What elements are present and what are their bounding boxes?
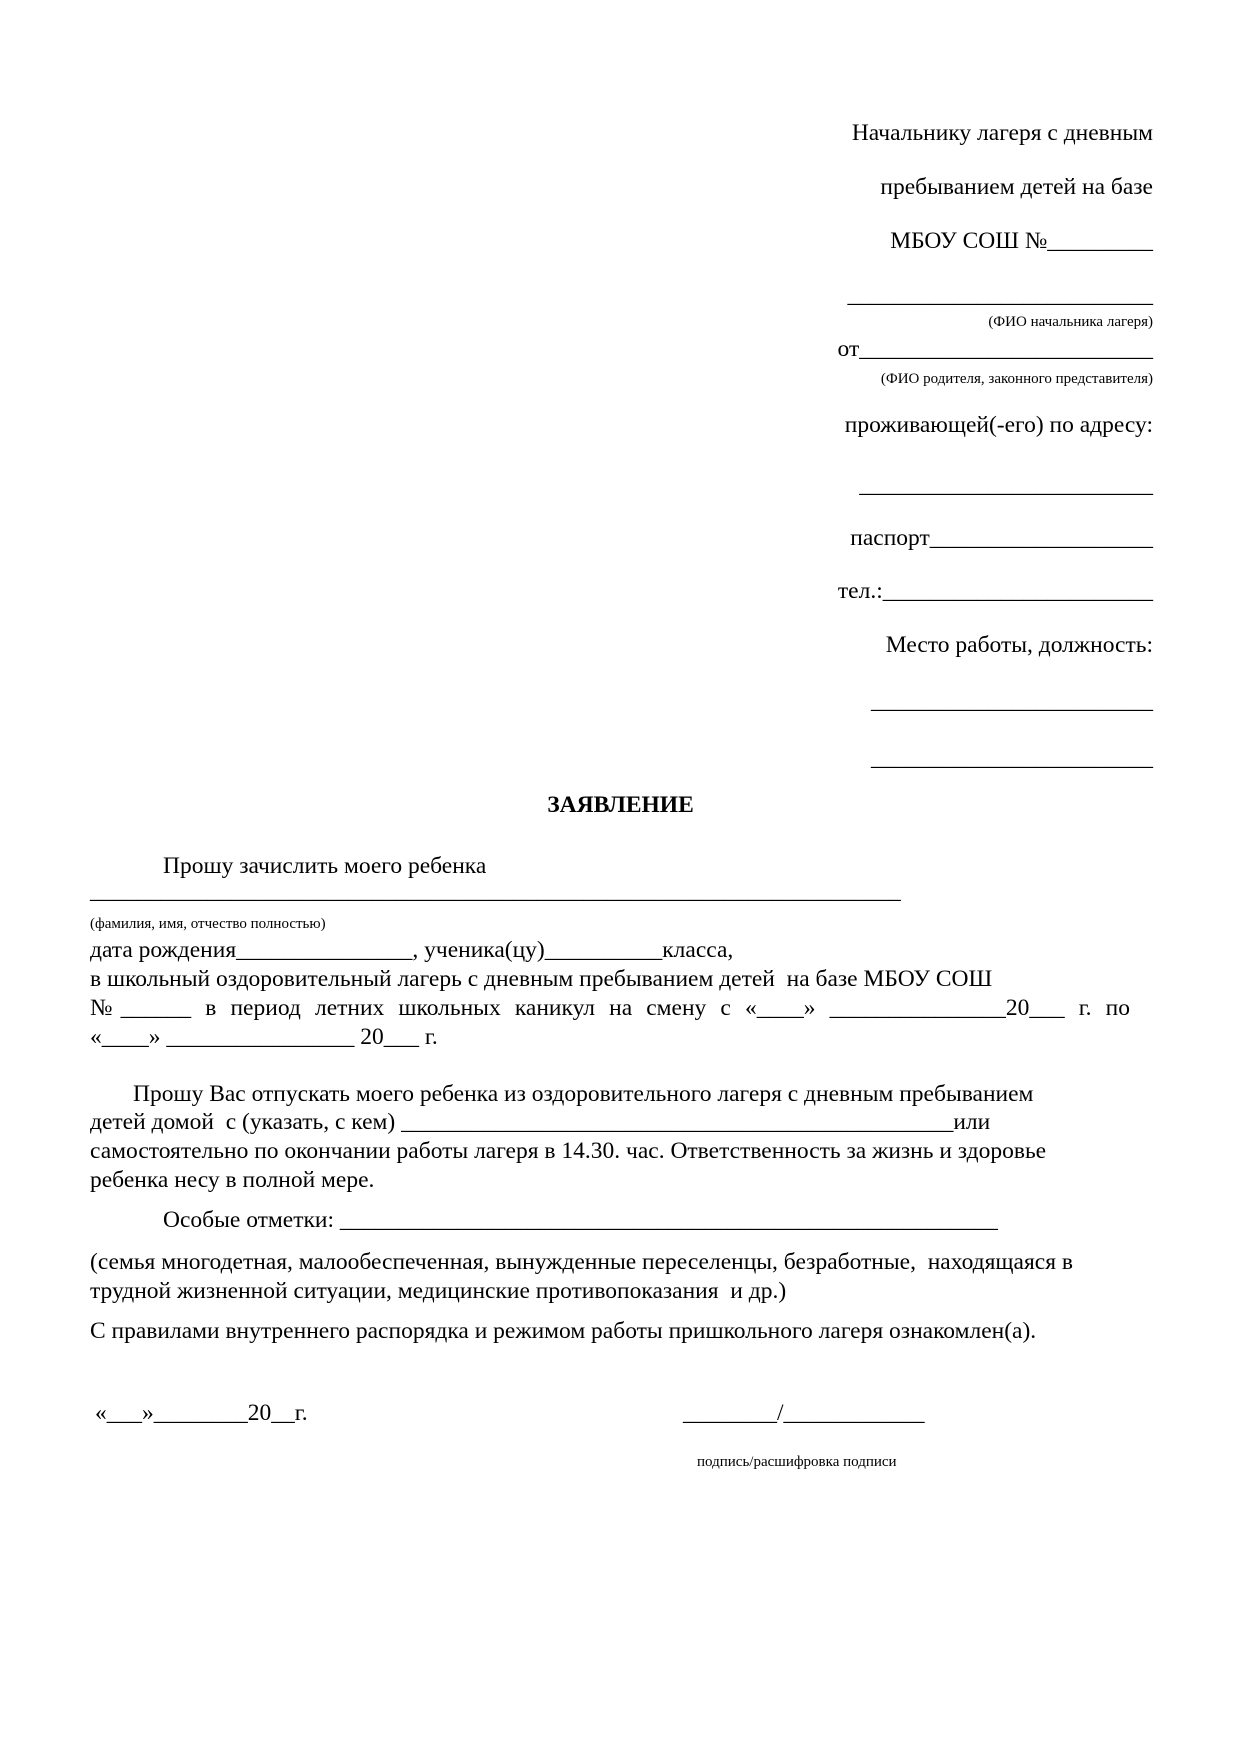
period-line[interactable]: №______ в период летних школьных каникул на смену с «____» _______________20___ г. по: [90, 995, 1130, 1021]
phone-field[interactable]: тел.:_______________________: [837, 578, 1153, 604]
child-name-field[interactable]: _____________________________________________________________________: [90, 878, 901, 904]
camp-line: в школьный оздоровительный лагерь с дневным пребыванием детей на базе МБОУ СОШ: [90, 966, 993, 992]
special-notes-hint-2: трудной жизненной ситуации, медицинские противопоказания и др.): [90, 1278, 787, 1304]
signature-caption: подпись/расшифровка подписи: [697, 1454, 897, 1470]
school-number-field[interactable]: МБОУ СОШ №_________: [890, 228, 1153, 254]
camp-head-name-field[interactable]: __________________________: [847, 282, 1153, 308]
addressee-line-2: пребыванием детей на базе: [880, 174, 1153, 200]
birth-date-class-line[interactable]: дата рождения_______________, ученика(цу)__________класса,: [90, 937, 734, 963]
rules-acknowledgement: С правилами внутреннего распорядка и режимом работы пришкольного лагеря ознакомлен(а).: [90, 1318, 1037, 1344]
parent-name-caption: (ФИО родителя, законного представителя): [880, 371, 1153, 387]
passport-field[interactable]: паспорт___________________: [850, 525, 1153, 551]
request-intro: Прошу зачислить моего ребенка: [163, 853, 487, 879]
special-notes-hint-1: (семья многодетная, малообеспеченная, вынужденные переселенцы, безработные, находящаяся в: [90, 1249, 1073, 1275]
special-notes-field[interactable]: Особые отметки: ________________________________________________________: [163, 1207, 998, 1233]
camp-head-name-caption: (ФИО начальника лагеря): [988, 314, 1153, 330]
workplace-field-2[interactable]: ________________________: [871, 745, 1153, 771]
workplace-field-1[interactable]: ________________________: [871, 688, 1153, 714]
address-label: проживающей(-его) по адресу:: [844, 412, 1153, 438]
parent-name-field[interactable]: от_________________________: [837, 336, 1153, 362]
release-with-whom-field[interactable]: детей домой с (указать, с кем) _______________________________________________или: [90, 1109, 991, 1135]
release-paragraph-line-4: ребенка несу в полной мере.: [90, 1167, 375, 1193]
addressee-line-1: Начальнику лагеря с дневным: [851, 120, 1153, 146]
release-paragraph-line-3: самостоятельно по окончании работы лагеря в 14.30. час. Ответственность за жизнь и здоровье: [90, 1138, 1047, 1164]
address-field[interactable]: _________________________: [859, 472, 1153, 498]
period-end-line[interactable]: «____» ________________ 20___ г.: [90, 1024, 438, 1050]
document-title: ЗАЯВЛЕНИЕ: [547, 792, 694, 818]
workplace-label: Место работы, должность:: [885, 632, 1153, 658]
signature-field[interactable]: ________/____________: [683, 1400, 925, 1426]
date-field[interactable]: «___»________20__г.: [95, 1400, 308, 1426]
child-name-caption: (фамилия, имя, отчество полностью): [90, 916, 326, 932]
release-paragraph-line-1: Прошу Вас отпускать моего ребенка из оздоровительного лагеря с дневным пребыванием: [133, 1081, 1034, 1107]
